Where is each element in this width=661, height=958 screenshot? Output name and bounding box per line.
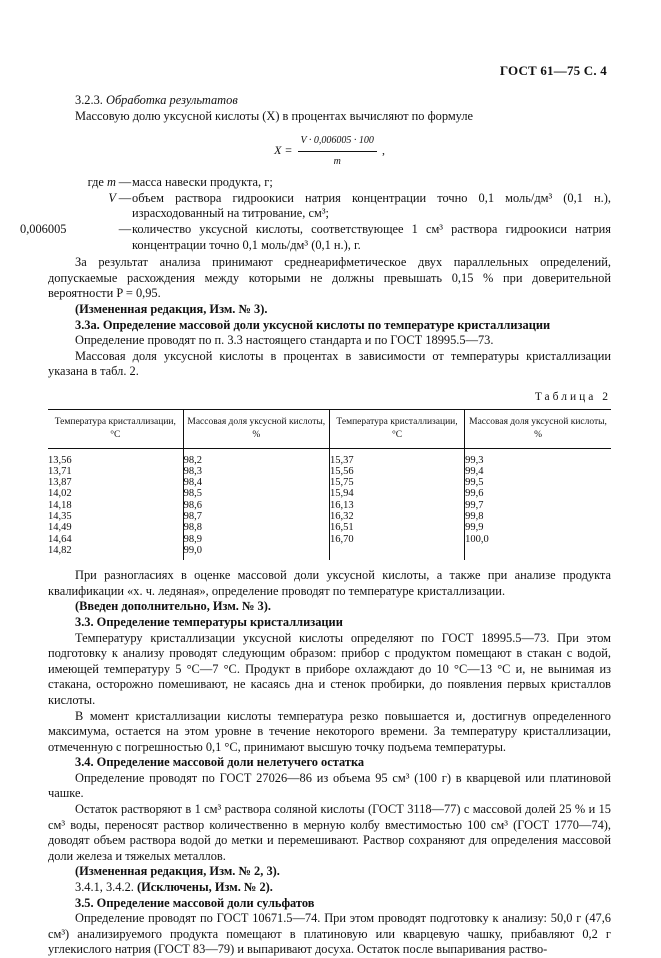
table-cell: 100,0	[465, 533, 489, 545]
table-cell: 98,7	[183, 510, 202, 522]
table-header: Температура кристаллизации, °С	[48, 409, 183, 448]
section-3-4-p1: Определение проводят по ГОСТ 27026—86 из объема 95 см³ (100 г) в кварцевой или платиновой чашке.	[48, 770, 611, 801]
table-cell: 16,51	[329, 522, 354, 534]
variable-definitions	[20, 175, 611, 253]
table-cell: 98,2	[183, 454, 202, 466]
table-cell: 15,94	[329, 488, 354, 500]
table-cell: 99,3	[465, 454, 484, 466]
exclusion-note: 3.4.1, 3.4.2. (Исключены, Изм. № 2).	[75, 880, 273, 895]
table-column-4	[465, 448, 611, 560]
formula-tail: ,	[381, 143, 385, 158]
page-header: ГОСТ 61—75 С. 4	[499, 63, 607, 78]
document-body	[20, 93, 611, 958]
section-3-3-heading: 3.3. Определение температуры кристаллизации	[75, 614, 343, 629]
section-3-2-3-heading: 3.2.3. Обработка результатов	[75, 93, 238, 107]
table-cell: 14,64	[48, 533, 72, 545]
table-header: Массовая доля уксусной кислоты, %	[183, 409, 329, 448]
table-column-1	[48, 448, 183, 560]
table-header: Температура кристаллизации, °С	[329, 409, 464, 448]
table-cell: 99,7	[465, 499, 484, 511]
formula-numerator: V · 0,006005 · 100	[298, 133, 377, 152]
table-cell: 16,70	[329, 533, 354, 545]
section-3-3-p2: В момент кристаллизации кислоты температура резко повышается и, достигнув определенного максимума, остается на этом уровне в течение некоторого времени. За температуру кристаллизации, отмеченную с погрешностью 0,1 °С, принимают высшую точку подъема температуры.	[48, 708, 611, 754]
table-cell: 98,9	[183, 533, 202, 545]
table-column-2	[183, 448, 329, 560]
section-3-4-heading: 3.4. Определение массовой доли нелетучего остатка	[75, 755, 365, 770]
definition-row: 0,006005 — количество уксусной кислоты, соответствующее 1 см³ раствора гидроокиси натрия концентрации точно 0,1 моль/дм³ (0,1 н.), г.	[20, 221, 611, 252]
table-cell: 98,5	[183, 488, 202, 500]
formula-denominator: m	[333, 155, 341, 167]
table-cell: 14,18	[48, 499, 72, 511]
table-cell: 98,8	[183, 522, 202, 534]
definition-row: V — объем раствора гидроокиси натрия концентрации точно 0,1 моль/дм³ (0,1 н.), израсходованный на титрование, см³;	[108, 190, 611, 221]
formula	[48, 133, 611, 167]
section-3-3-p1: Температуру кристаллизации уксусной кислоты определяют по ГОСТ 18995.5—73. При этом подготовку к анализу проводят следующим образом: прибор с продуктом помещают в стакан с водой, имеющей температуру 5 °С—7 °С. Продукт в приборе охлаждают до 10 °С—13 °С и, не вынимая из стакана, осторожно помешивают, не касаясь дна и стенок пробирки, до появления первых кристаллов кислоты.	[48, 630, 611, 707]
table-cell: 14,49	[48, 522, 72, 534]
table-cell: 15,56	[329, 465, 354, 477]
table-cell: 99,4	[465, 465, 484, 477]
section-3-3a-p1: Определение проводят по п. 3.3 настоящего стандарта и по ГОСТ 18995.5—73.	[75, 333, 494, 348]
table-header: Массовая доля уксусной кислоты, %	[465, 409, 611, 448]
after-table-paragraph: При разногласиях в оценке массовой доли уксусной кислоты, а также при анализе продукта квалификации «х. ч. ледяная», определение проводят по температуре кристаллизации.	[48, 568, 611, 598]
section-3-4-p2: Остаток растворяют в 1 см³ раствора соляной кислоты (ГОСТ 3118—77) с массовой долей 25 % и 15 см³ воды, переносят раствор количественно в мерную колбу вместимостью 100 см³ (ГОСТ 1770—74), доводят объем раствора водой до метки и перемешивают. Раствор сохраняют для определения массовой доли железа и тяжелых металлов.	[48, 802, 611, 863]
definition-row: где m — масса навески продукта, г;	[87, 175, 273, 190]
formula-lhs: X =	[274, 143, 293, 158]
table-cell: 14,02	[48, 488, 72, 500]
table-cell: 99,8	[465, 510, 484, 522]
table-cell: 98,4	[183, 477, 202, 489]
table-cell: 99,5	[465, 477, 484, 489]
table-cell: 16,32	[329, 510, 354, 522]
table-cell: 98,6	[183, 499, 202, 511]
table-cell: 14,35	[48, 510, 72, 522]
edit-note: (Измененная редакция, Изм. № 3).	[75, 301, 268, 316]
result-paragraph: За результат анализа принимают среднеарифметическое двух параллельных определений, допускаемые расхождения между которыми не должны превышать 0,15 % при доверительной вероятности P = 0,95.	[48, 255, 611, 301]
section-3-5-heading: 3.5. Определение массовой доли сульфатов	[75, 895, 315, 910]
table-caption: Таблица 2	[534, 390, 611, 403]
table-cell: 99,0	[183, 544, 202, 556]
table-cell: 99,9	[465, 522, 484, 534]
table-cell: 15,37	[329, 454, 354, 466]
table-cell: 99,6	[465, 488, 484, 500]
table-cell: 16,13	[329, 499, 354, 511]
section-3-2-3-intro: Массовую долю уксусной кислоты (X) в процентах вычисляют по формуле	[75, 108, 473, 123]
section-3-3a-p2: Массовая доля уксусной кислоты в процентах в зависимости от температуры кристаллизации указана в табл. 2.	[48, 348, 611, 379]
table-cell: 13,87	[48, 477, 72, 489]
edit-note: (Измененная редакция, Изм. № 2, 3).	[75, 864, 280, 879]
table-2	[48, 409, 611, 561]
table-cell: 98,3	[183, 465, 202, 477]
table-column-3	[329, 448, 464, 560]
table-cell: 13,71	[48, 465, 72, 477]
edit-note: (Введен дополнительно, Изм. № 3).	[75, 599, 271, 614]
section-3-3a-heading: 3.3а. Определение массовой доли уксусной кислоты по температуре кристаллизации	[75, 317, 551, 332]
table-cell: 13,56	[48, 454, 72, 466]
table-cell: 14,82	[48, 544, 72, 556]
table-cell: 15,75	[329, 477, 354, 489]
section-3-5-p1: Определение проводят по ГОСТ 10671.5—74. При этом проводят подготовку к анализу: 50,0 г (47,6 см³) анализируемого продукта помещают в платиновую или кварцевую чашку, прибавляют 0,2 г углекислого натрия (ГОСТ 83—79) и выпаривают досуха. Остаток после выпаривания раство-	[48, 911, 611, 957]
